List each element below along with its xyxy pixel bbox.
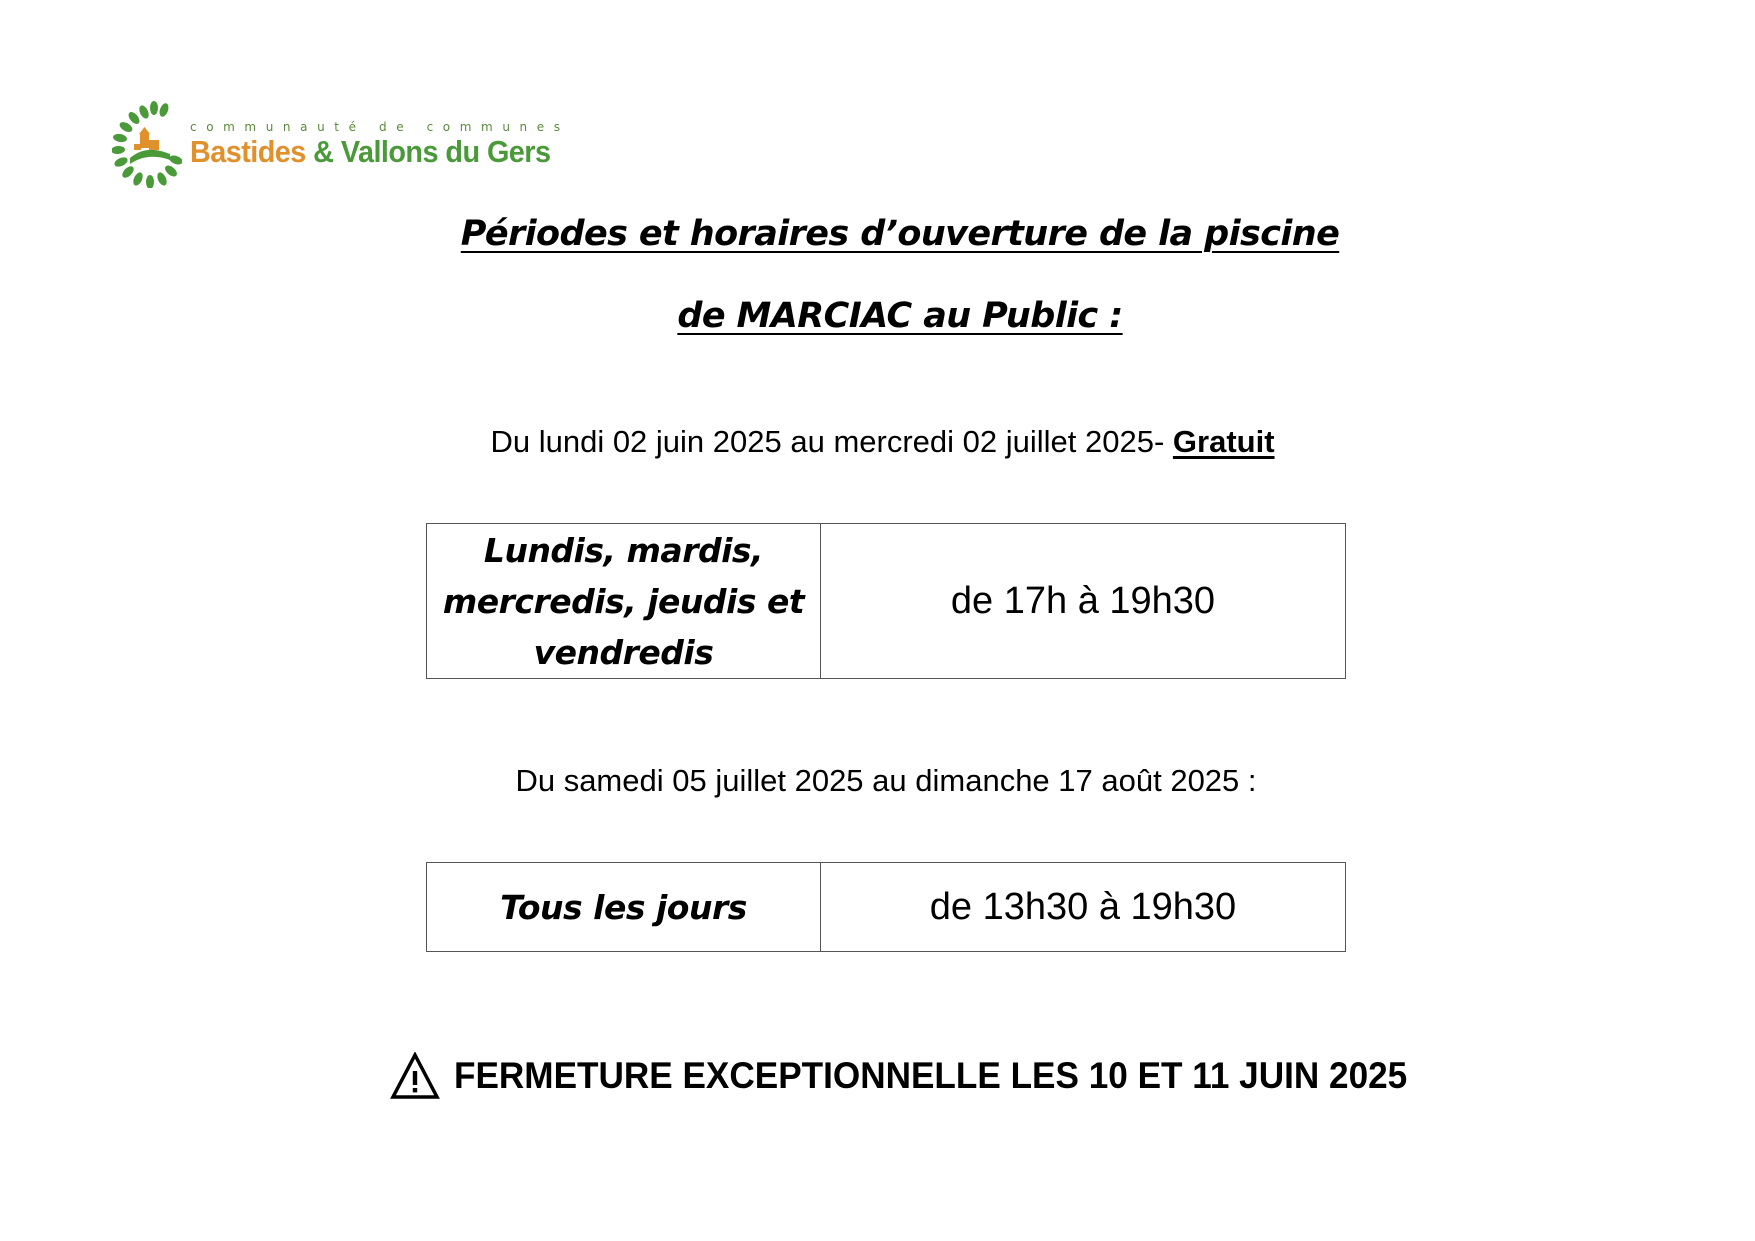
page-title-line2: de MARCIAC au Public : — [677, 296, 1123, 336]
closure-notice — [390, 1050, 1457, 1102]
logo — [112, 100, 570, 188]
hours-cell: de 13h30 à 19h30 — [821, 863, 1346, 952]
schedule-table-2 — [426, 862, 1346, 952]
hours-cell: de 17h à 19h30 — [821, 524, 1346, 679]
table-row — [427, 524, 1346, 679]
logo-name-part1: Bastides — [190, 134, 306, 169]
days-cell: Tous les jours — [427, 863, 821, 952]
closure-text: FERMETURE EXCEPTIONNELLE LES 10 ET 11 JUIN 2025 — [454, 1055, 1408, 1096]
free-badge: Gratuit — [1172, 424, 1275, 459]
table-row — [427, 863, 1346, 952]
schedule-table-1 — [426, 523, 1346, 679]
period-1-label — [0, 424, 1755, 460]
period-2-label: Du samedi 05 juillet 2025 au dimanche 17 août 2025 : — [515, 763, 1257, 798]
period-1-dates: Du lundi 02 juin 2025 au mercredi 02 juillet 2025- — [490, 424, 1173, 459]
logo-name-part2: & Vallons du Gers — [313, 134, 551, 169]
logo-tagline: communauté de communes — [190, 120, 570, 134]
logo-emblem-icon — [112, 100, 182, 188]
days-cell: Lundis, mardis, mercredis, jeudis et vendredis — [427, 524, 821, 679]
page-title-line1: Périodes et horaires d’ouverture de la piscine — [460, 214, 1340, 254]
warning-triangle-icon — [390, 1052, 440, 1100]
logo-name — [190, 134, 550, 170]
